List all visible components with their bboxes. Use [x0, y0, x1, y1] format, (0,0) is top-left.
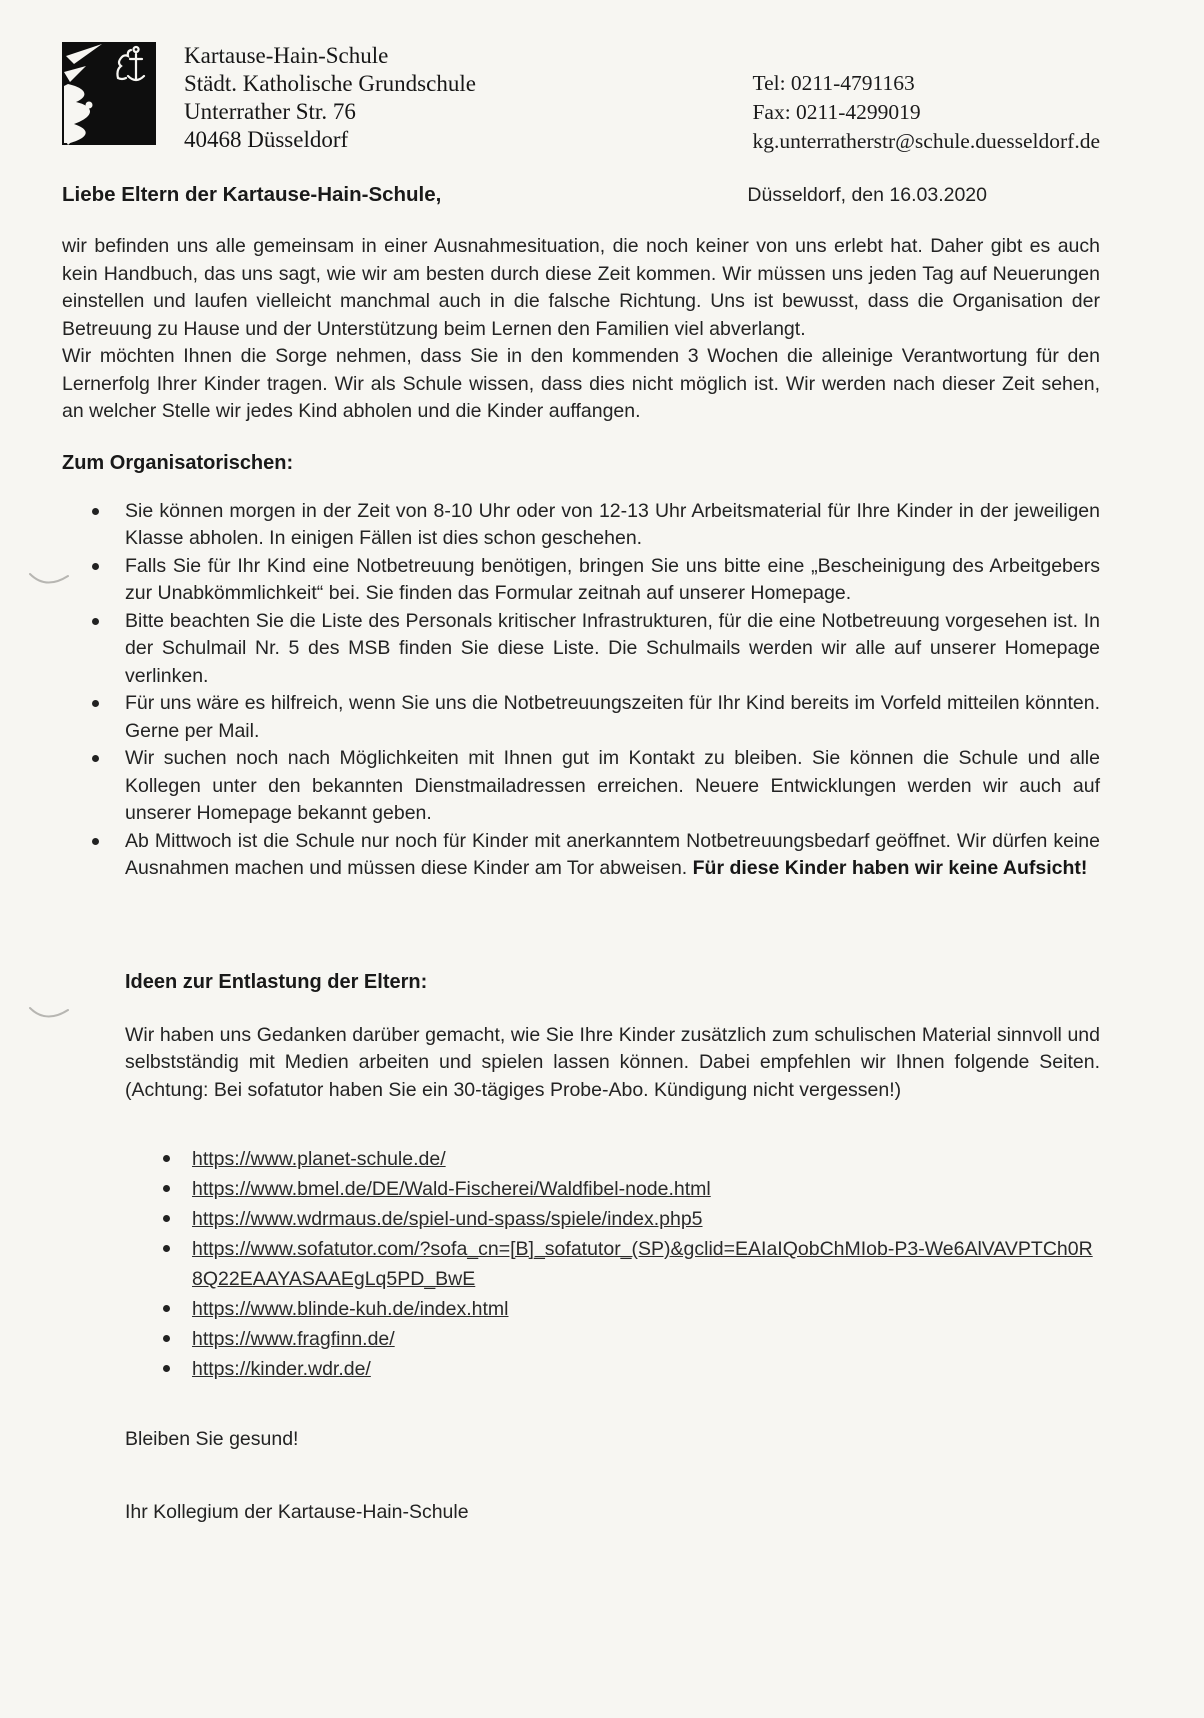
intro-paragraph-1: wir befinden uns alle gemeinsam in einer Ausnahmesituation, die noch keiner von uns erlebt hat. Daher gibt es auch kein Handbuch, das uns sagt, wie wir am besten durch diese Zeit kommen. Wir müssen uns jeden Tag auf Neuerungen einstellen und laufen vielleicht manchmal auch in die falsche Richtung. Uns ist bewusst, dass die Organisation der Betreuung zu Hause und der Unterstützung beim Lernen den Familien viel abverlangt.	[62, 235, 1100, 340]
bullet-text: Für uns wäre es hilfreich, wenn Sie uns die Notbetreuungszeiten für Ihr Kind bereits im Vorfeld mitteilen könnten. Gerne per Mail.	[125, 692, 1100, 742]
intro-paragraph-2: Wir möchten Ihnen die Sorge nehmen, dass Sie in den kommenden 3 Wochen die alleinige Verantwortung für den Lernerfolg Ihrer Kinder tragen. Wir als Schule wissen, dass dies nicht möglich ist. Wir werden nach dieser Zeit sehen, an welcher Stelle wir jedes Kind abholen und die Kinder auffangen.	[62, 345, 1100, 422]
link-item	[125, 1324, 1100, 1354]
link-kinder-wdr[interactable]: https://kinder.wdr.de/	[192, 1358, 371, 1380]
salutation-row	[62, 183, 1100, 207]
school-street: Unterrather Str. 76	[184, 99, 356, 124]
link-item	[125, 1294, 1100, 1324]
school-address-block	[184, 42, 476, 154]
bullet-item	[62, 690, 1100, 745]
link-planet-schule[interactable]: https://www.planet-schule.de/	[192, 1148, 446, 1170]
bullet-item	[62, 608, 1100, 691]
ideas-paragraph: Wir haben uns Gedanken darüber gemacht, wie Sie Ihre Kinder zusätzlich zum schulischen Material sinnvoll und selbstständig mit Medien arbeiten und spielen lassen können. Dabei empfehlen wir Ihnen folgende Seiten. (Achtung: Bei sofatutor haben Sie ein 30-tägiges Probe-Abo. Kündigung nicht vergessen!)	[125, 1023, 1100, 1101]
contact-email: kg.unterratherstr@schule.duesseldorf.de	[752, 129, 1100, 153]
contact-tel: Tel: 0211-4791163	[752, 71, 915, 95]
letter-body	[62, 233, 1100, 1524]
dateline: Düsseldorf, den 16.03.2020	[747, 184, 987, 206]
bullet-item	[62, 498, 1100, 553]
contact-block	[752, 42, 1100, 156]
link-item	[125, 1204, 1100, 1234]
link-sofatutor[interactable]: https://www.sofatutor.com/?sofa_cn=[B]_sofatutor_(SP)&gclid=EAIaIQobChMIob-P3-We6AlVAVPTCh0R8Q22EAAYASAAEgLq5PD_BwE	[192, 1238, 1093, 1290]
salutation: Liebe Eltern der Kartause-Hain-Schule,	[62, 183, 442, 206]
ideas-section	[125, 971, 1100, 1525]
bullet-text: Falls Sie für Ihr Kind eine Notbetreuung benötigen, bringen Sie uns bitte eine „Bescheinigung des Arbeitgebers zur Unabkömmlichkeit“ bei. Sie finden das Formular zeitnah auf unserer Homepage.	[125, 554, 1100, 604]
bullet-text: Ab Mittwoch ist die Schule nur noch für Kinder mit anerkanntem Notbetreuungsbedarf geöffnet. Wir dürfen keine Ausnahmen machen und müssen diese Kinder am Tor abweisen.	[125, 829, 1100, 879]
link-wdrmaus-spiele[interactable]: https://www.wdrmaus.de/spiel-und-spass/spiele/index.php5	[192, 1208, 703, 1230]
organisation-bullet-list	[62, 498, 1100, 883]
signature-line: Ihr Kollegium der Kartause-Hain-Schule	[125, 1501, 469, 1523]
section-heading-organisation: Zum Organisatorischen:	[62, 451, 294, 474]
school-crest-icon	[62, 42, 156, 145]
school-type: Städt. Katholische Grundschule	[184, 71, 476, 96]
bullet-item	[62, 745, 1100, 828]
bullet-item	[62, 828, 1100, 883]
link-item	[125, 1234, 1100, 1294]
recommended-links-list	[125, 1144, 1100, 1384]
bullet-text: Wir suchen noch nach Möglichkeiten mit Ihnen gut im Kontakt zu bleiben. Sie können die Schule und alle Kollegen unter den bekannten Dienstmailadressen erreichen. Neuere Entwicklungen werden wir auch auf unserer Homepage bekannt geben.	[125, 747, 1100, 824]
link-bmel-waldfibel[interactable]: https://www.bmel.de/DE/Wald-Fischerei/Waldfibel-node.html	[192, 1178, 711, 1200]
bullet-item	[62, 553, 1100, 608]
link-item	[125, 1144, 1100, 1174]
school-city: 40468 Düsseldorf	[184, 127, 349, 152]
closing-line: Bleiben Sie gesund!	[125, 1428, 299, 1450]
link-item	[125, 1354, 1100, 1384]
bullet-text: Sie können morgen in der Zeit von 8-10 Uhr oder von 12-13 Uhr Arbeitsmaterial für Ihre Kinder in der jeweiligen Klasse abholen. In einigen Fällen ist dies schon geschehen.	[125, 499, 1100, 549]
bullet-text: Bitte beachten Sie die Liste des Personals kritischer Infrastrukturen, für die eine Notbetreuung vorgesehen ist. In der Schulmail Nr. 5 des MSB finden Sie diese Liste. Die Schulmails werden wir alle auf unserer Homepage verlinken.	[125, 609, 1100, 687]
contact-fax: Fax: 0211-4299019	[752, 100, 921, 124]
school-name: Kartause-Hain-Schule	[184, 43, 389, 68]
letterhead	[62, 42, 1100, 156]
ideas-heading: Ideen zur Entlastung der Eltern:	[125, 970, 428, 993]
link-fragfinn[interactable]: https://www.fragfinn.de/	[192, 1328, 395, 1350]
bullet-bold-text: Für diese Kinder haben wir keine Aufsicht!	[692, 857, 1088, 879]
school-logo	[62, 42, 156, 150]
link-item	[125, 1174, 1100, 1204]
link-blinde-kuh[interactable]: https://www.blinde-kuh.de/index.html	[192, 1298, 509, 1320]
